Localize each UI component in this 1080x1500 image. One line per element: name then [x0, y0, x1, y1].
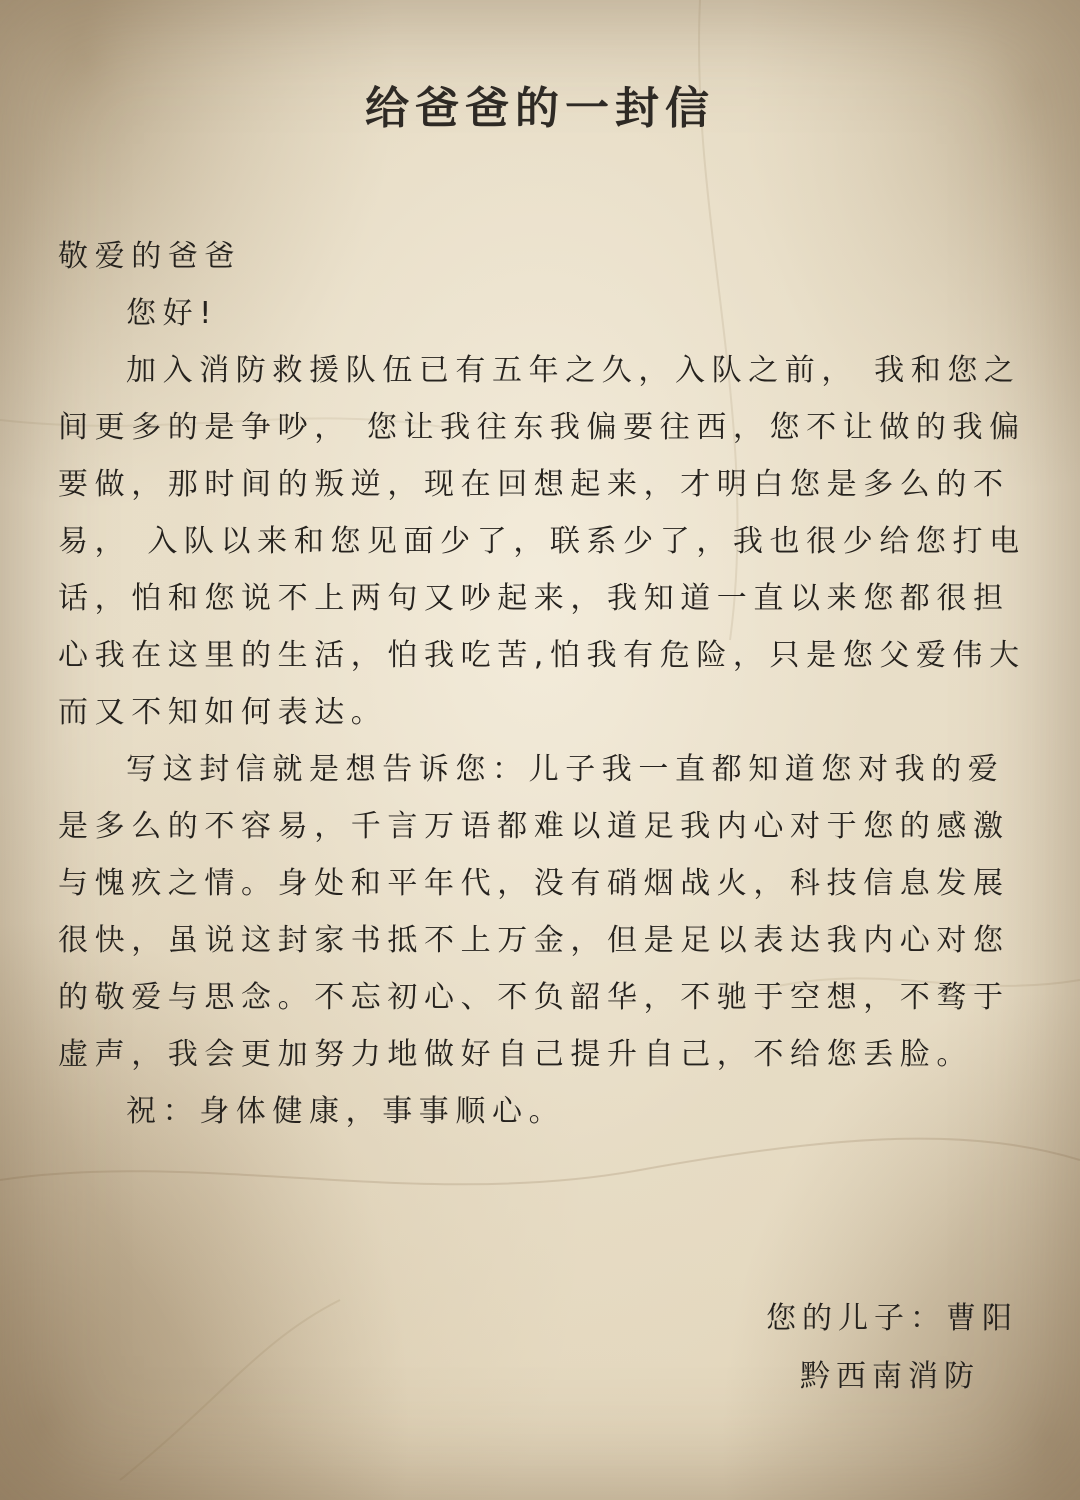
signature-organization: 黔西南消防 — [800, 1359, 980, 1394]
letter-paragraph-1: 加入消防救援队伍已有五年之久，入队之前， 我和您之间更多的是争吵， 您让我往东我偏要往西，您不让做的我偏要做，那时间的叛逆，现在回想起来，才明白您是多么的不易， 入队以来和您见面少了，联系少了，我也很少给您打电话，怕和您说不上两句又吵起来，我知道一直以来您都很担心我在这里的生活，怕我吃苦,怕我有危险，只是您父爱伟大而又不知如何表达。 — [58, 353, 1026, 730]
letter-greeting: 您好! — [126, 296, 218, 331]
letter-signature — [698, 1290, 1018, 1406]
letter-closing: 祝：身体健康，事事顺心。 — [126, 1094, 566, 1129]
letter-paragraph-2: 写这封信就是想告诉您：儿子我一直都知道您对我的爱是多么的不容易，千言万语都难以道足我内心对于您的感激与愧疚之情。身处和平年代，没有硝烟战火，科技信息发展很快，虽说这封家书抵不上万金，但是足以表达我内心对您的敬爱与思念。不忘初心、不负韶华，不驰于空想，不骛于虚声，我会更加努力地做好自己提升自己，不给您丢脸。 — [58, 752, 1010, 1072]
letter-salutation: 敬爱的爸爸 — [58, 239, 241, 274]
signature-name: 您的儿子：曹阳 — [766, 1301, 1018, 1336]
letter-body — [58, 228, 1026, 1140]
letter-title: 给爸爸的一封信 — [365, 83, 715, 134]
